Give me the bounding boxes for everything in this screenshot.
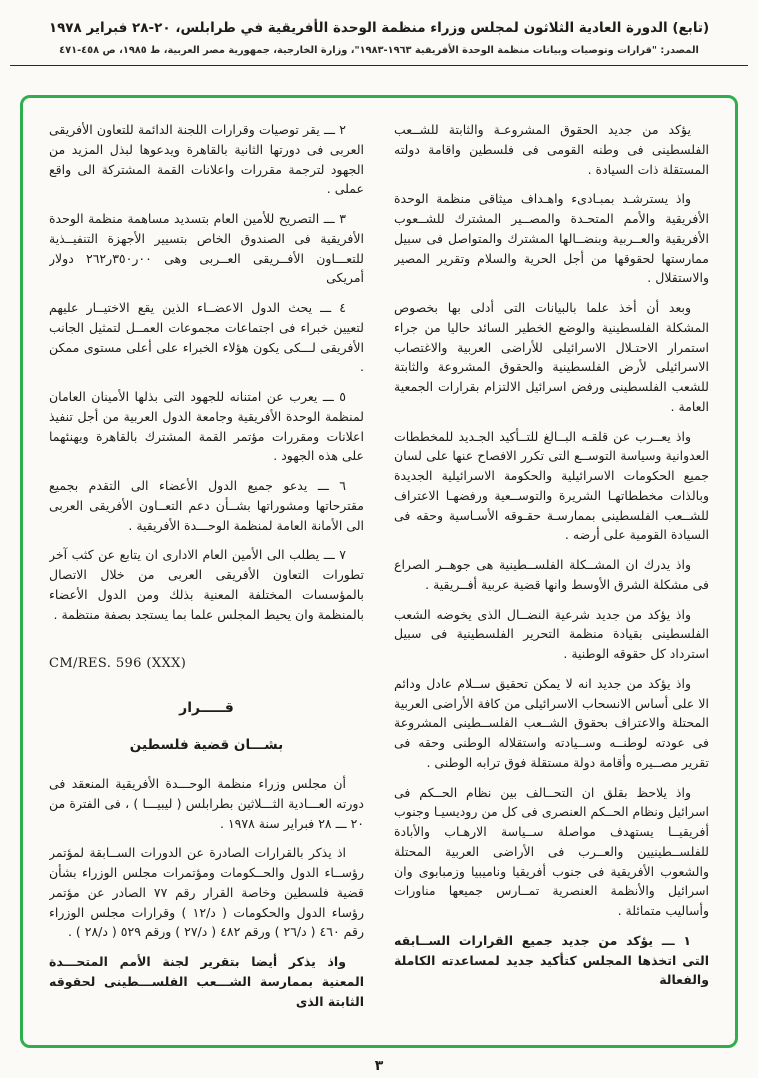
paragraph-numbered-2: ٢ ـــ يقر توصيات وقرارات اللجنة الدائمة للتعاون الأفريقى العربى فى دورتها الثانية بالقاهرة ويدعوها لبذل المزيد من الجهود لترجمة مقررات واعلانات القمة المشتركة الى واقع عملى .: [49, 122, 364, 197]
paragraph-numbered-3: ٣ ـــ التصريح للأمين العام بتسديد مساهمة منظمة الوحدة الأفريقية فى الصندوق الخاص بتسيير الأجهزة التنفيــذية للتعـــاون الأفــريقى العــربى وهى ٠٠ر٣٥٠ر٢٦٢ دولار أمريكى: [49, 211, 364, 286]
paragraph: واذ يؤكد من جديد انه لا يمكن تحقيق ســلام عادل ودائم الا على أساس الانسحاب الاسرائيلى من كافة الأراضى العربية المحتلة والاعتراف بحقوق الشــعب الفلســطينى المشروعة فى عودته لوطنــه وســيادته واستقلاله الوطنى وحقه فى تقرير مصــيره وأقامة دولة مستقلة فوق ترابه الوطنى .: [394, 675, 709, 770]
header-title: (تابع) الدورة العادية الثلاثون لمجلس وزراء منظمة الوحدة الأفريقية في طرابلس، ٢٠-٢٨ فبراير ١٩٧٨: [48, 20, 710, 36]
paragraph: اذ يذكر بالقرارات الصادرة عن الدورات الســابقة لمؤتمر رؤســاء الدول والحــكومات ومؤتمرات مجلس الوزراء بشأن قضية فلسطين وخاصة القرار رقم ٧٧ الصادر عن مؤتمر رؤساء الدول والحكومات ( د/١٢ ) وقرارات مجلس الوزراء رقم ٤٦٠ ( د/٢٦ ) ورقم ٤٨٢ ( د/٢٧ ) ورقم ٥٢٩ ( د/٢٨ ) .: [49, 845, 364, 940]
paragraph: وبعد أن أخذ علما بالبيانات التى أدلى بها بخصوص المشكلة الفلسطينية والوضع الخطير السائد حاليا من جراء استمرار الاحتـلال الاسرائيلى للأراضى العربية والاغتصاب الاسرائيلى لأرض الفلسطينية والحقوق المشروعة والثابتة للشعب الفلسطينى ورفض اسرائيل الالتزام بقرارات الجمعية العامة .: [394, 300, 709, 414]
resolution-subject: بشـــان قضية فلسطين: [129, 736, 284, 753]
paragraph-numbered-4: ٤ ـــ يحث الدول الاعضــاء الذين يقع الاختيــار عليهم لتعيين خبراء فى اجتماعات مجموعات العمــل لتمثيل الجانب الأفريقى لـــكى يكون هؤلاء الخبراء على أعلى مستوى ممكن .: [49, 300, 364, 375]
two-column-layout: [49, 120, 709, 1029]
header-divider: [10, 65, 748, 66]
paragraph: واذ يلاحظ بقلق ان التحــالف بين نظام الحــكم فى اسرائيل ونظام الحــكم العنصرى فى كل من روديسيـا وجنوب أفريقيــا يستهدف مواصلة ســياسة الارهـاب والأبادة للفلســطينيين والعــرب فى الأراضى العربية المحتلة والشعوب الأفريقية فى جنوب أفريقيا وناميبيا وزمبابوى وان اسرائيل والأنظمة العنصرية تمــارس جميعها مناورات وأساليب متمائلة .: [394, 784, 709, 918]
paragraph: أن مجلس وزراء منظمة الوحـــدة الأفريقية المنعقد فى دورته العـــادية الثـــلاثين بطرابلس ( ليبيـــا ) ، فى الفترة من ٢٠ ـــ ٢٨ فبراير سنة ١٩٧٨ .: [49, 776, 364, 831]
resolution-code: CM/RES. 596 (XXX): [49, 656, 187, 672]
paragraph-numbered-7: ٧ ـــ يطلب الى الأمين العام الادارى ان يتابع عن كثب آخر تطورات التعاون الأفريقى العربى من خلال الاتصال بالمؤسسات المختلفة المعنية بذلك ومن الدول الأعضاء بالمنظمة وان يحيط المجلس علما بما يستجد بصفة منتظمة .: [49, 547, 364, 622]
resolution-title: قـــــرار: [179, 699, 234, 716]
page-header: [0, 0, 758, 66]
page-number: ٣: [374, 1058, 384, 1074]
paragraph-numbered-6: ٦ ـــ يدعو جميع الدول الأعضاء الى التقدم بجميع مقترحاتها ومشوراتها بشــأن دعم التعــاون الأفريقى العربى الى الأمانة العامة لمنظمة الوحـــدة الأفريقية .: [49, 478, 364, 533]
column-left: [49, 120, 364, 1029]
content-frame: [20, 95, 738, 1048]
paragraph-numbered-1: ١ ـــ يؤكد من جديد جميع القرارات الســابقه التى اتخذها المجلس كتأكيد جديد لمساعدته الكاملة والفعالة: [394, 932, 709, 988]
paragraph: واذ يذكر أيضا بتقرير لجنة الأمم المتحـــدة المعنية بممارسة الشـــعب الفلســـطينى لحقوقه الثابتة الذى: [49, 954, 364, 1009]
paragraph: يؤكد من جديد الحقوق المشروعـة والثابتة للشــعب الفلسطينى فى وطنه القومى فى فلسطين واقامة دولته المستقلة ذات السيادة .: [394, 122, 709, 177]
header-source: المصدر: "قرارات وتوصيات وبيانات منظمة الوحدة الأفريقية ١٩٦٣-١٩٨٣"، وزارة الخارجية، جمهورية مصر العربية، ط ١٩٨٥، ص ٤٥٨-٤٧١: [59, 45, 699, 56]
paragraph: واذ يؤكد من جديد شرعية النضــال الذى يخوضه الشعب الفلسطينى بقيادة منظمة التحرير الفلسطينية فى سبيل استرداد كل حقوقه الوطنية .: [394, 606, 709, 661]
column-right: [394, 120, 709, 1029]
paragraph-numbered-5: ٥ ـــ يعرب عن امتنانه للجهود التى بذلها الأمينان العامان لمنظمة الوحدة الأفريقية وجامعة الدول العربية من أجل تنفيذ اعلانات ومقررات مؤتمر القمة المشترك بالقاهرة ويهنئهما على هذه الجهود .: [49, 389, 364, 464]
paragraph: واذ يعــرب عن قلقـه البــالغ للتــأكيد الجـديد للمخططات العدوانية وسياسة التوســع التى تكرر الافصاح عنها على لسان جميع الحكومات الاسرائيلية والحكومة الاسرائيلية الجديدة وبالذات مخططاتهـا الشريرة والتوســعية ورفضهـا الاعتراف للشــعب الفلسطينى بممارسـة حقـوقه الأسـاسية وحقه فى السيادة القومية على أرضه .: [394, 428, 709, 543]
paragraph: واذ يسترشـد بمبـادىء واهـداف ميثاقى منظمة الوحدة الأفريقية والأمم المتحـدة والمصــير المشترك للشــعوب الأفريقية والعــربية وبنضــالها المشترك والمتواصل فى سبيل ممارستها لحقوقها من أجل الحرية والسلام وتقرير المصير والاستقلال .: [394, 191, 709, 286]
paragraph: واذ يدرك ان المشــكلة الفلســطينية هى جوهــر الصراع فى مشكلة الشرق الأوسط وانها قضية عربية أفــريقية .: [394, 557, 709, 592]
page-footer: [0, 1055, 758, 1074]
